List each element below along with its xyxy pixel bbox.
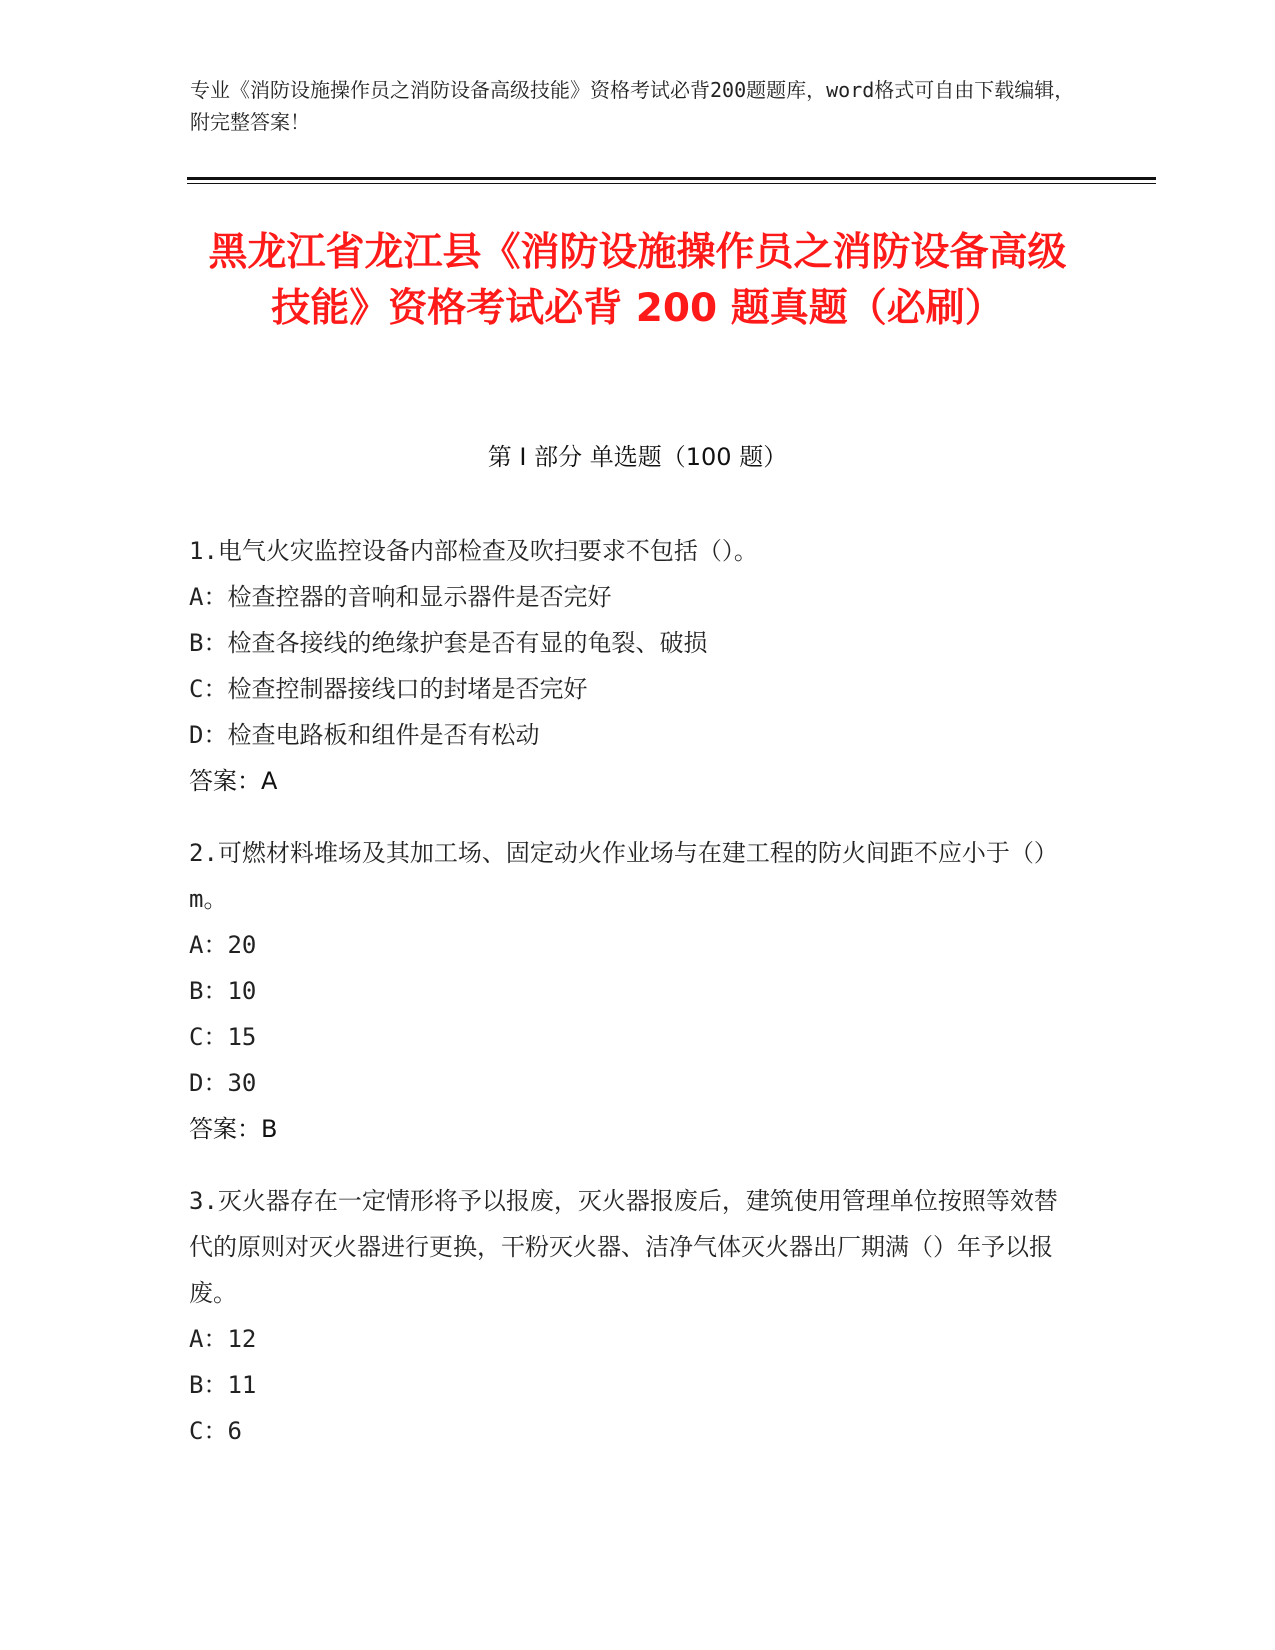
document-title: 黑龙江省龙江县《消防设施操作员之消防设备高级技能》资格考试必背 200 题真题（必刷） xyxy=(208,230,1067,331)
answer-option: A：检查控器的音响和显示器件是否完好 xyxy=(189,583,612,611)
answer-option: D：30 xyxy=(189,1069,257,1097)
answer-option: D：检查电路板和组件是否有松动 xyxy=(189,721,540,749)
header-divider xyxy=(187,177,1156,180)
question-item xyxy=(189,830,1069,1152)
question-stem: 2.可燃材料堆场及其加工场、固定动火作业场与在建工程的防火间距不应小于（）m。 xyxy=(189,839,1058,913)
answer-key: 答案：B xyxy=(189,1115,278,1143)
section-title: 第 I 部分 单选题（100 题） xyxy=(487,443,788,471)
answer-option: B：11 xyxy=(189,1371,257,1399)
question-list xyxy=(189,528,1069,1480)
header-note: 专业《消防设施操作员之消防设备高级技能》资格考试必背200题题库，word格式可自由下载编辑，附完整答案！ xyxy=(190,78,1075,134)
answer-option: B：检查各接线的绝缘护套是否有显的龟裂、破损 xyxy=(189,629,708,657)
answer-option: C：检查控制器接线口的封堵是否完好 xyxy=(189,675,588,703)
answer-option: C：15 xyxy=(189,1023,257,1051)
answer-option: A：12 xyxy=(189,1325,257,1353)
question-stem: 3.灭火器存在一定情形将予以报废，灭火器报废后，建筑使用管理单位按照等效替代的原则对灭火器进行更换，干粉灭火器、洁净气体灭火器出厂期满（）年予以报废。 xyxy=(189,1187,1058,1307)
question-stem: 1.电气火灾监控设备内部检查及吹扫要求不包括（）。 xyxy=(189,537,758,565)
answer-option: C：6 xyxy=(189,1417,242,1445)
header-divider-thin xyxy=(187,183,1156,184)
question-item xyxy=(189,1178,1069,1454)
question-item xyxy=(189,528,1069,804)
answer-option: B：10 xyxy=(189,977,257,1005)
answer-key: 答案：A xyxy=(189,767,278,795)
answer-option: A：20 xyxy=(189,931,257,959)
